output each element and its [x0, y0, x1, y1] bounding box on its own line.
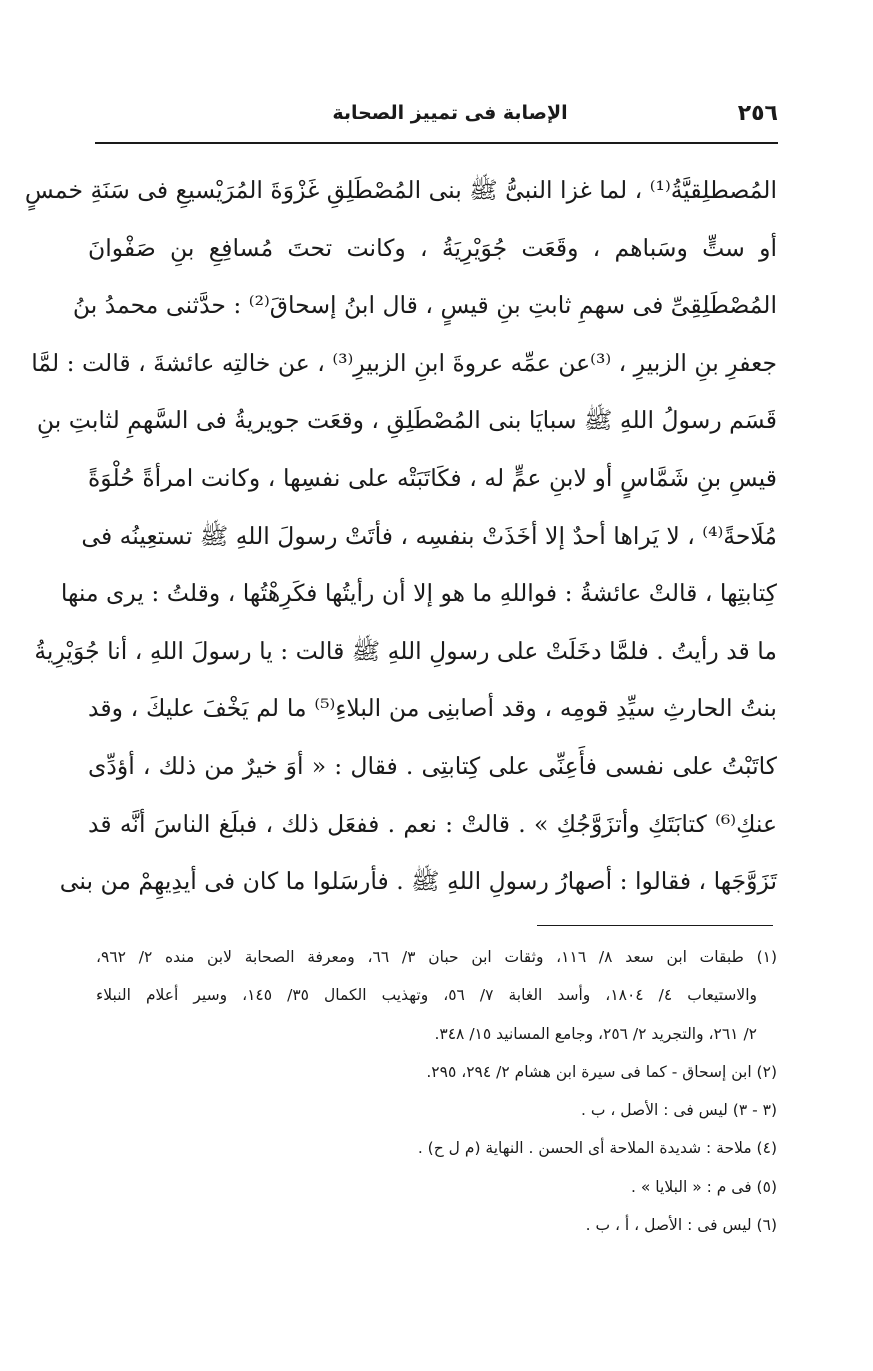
footnote-line: ٢/ ٢٦١، والتجريد ٢/ ٢٥٦، وجامع المسانيد ١٥/ ٣٤٨.	[434, 1024, 757, 1043]
footnotes	[96, 938, 777, 1244]
text-line: قَسَم رسولُ اللهِ ﷺ سبايَا بنى المُصْطَلِقِ ، وقعَت جويريةُ فى السَّهمِ لثابتِ بنِ	[36, 406, 777, 435]
footnote-line: (٣ - ٣) ليس فى : الأصل ، ب .	[581, 1101, 777, 1120]
text-line: كاتَبْتُ على نفسى فأَعِنِّى على كِتابتِى . فقال : « أوَ خيرٌ من ذلك ، أؤدِّى	[88, 751, 777, 780]
main-text	[24, 162, 777, 911]
footnote-line: (٦) ليس فى : الأصل ، أ ، ب .	[585, 1216, 777, 1235]
text-line: المُصْطَلِقِىِّ فى سهمِ ثابتِ بنِ قيسٍ ، قال ابنُ إسحاقَ⁽²⁾ : حدَّثنى محمدُ بنُ	[72, 291, 777, 320]
footnote-line: والاستيعاب ٤/ ١٨٠٤، وأسد الغابة ٧/ ٥٦، وتهذيب الكمال ٣٥/ ١٤٥، وسير أعلام النبلاء	[96, 986, 757, 1005]
page-number: ٢٥٦	[737, 100, 778, 126]
footnote-line: (٥) فى م : « البلايا » .	[631, 1177, 777, 1196]
book-title: الإصابة فى تمييز الصحابة	[332, 102, 568, 124]
text-line: ما قد رأيتُ . فلمَّا دخَلَتْ على رسولِ اللهِ ﷺ قالت : يا رسولَ اللهِ ، أنا جُوَيْرِيةُ	[34, 636, 777, 665]
footnote-line: (٤) ملاحة : شديدة الملاحة أى الحسن . النهاية (م ل ح) .	[417, 1139, 777, 1158]
text-line: مُلَاحةً⁽⁴⁾ ، لا يَراها أحدٌ إلا أخَذَتْ بنفسِه ، فأتَتْ رسولَ اللهِ ﷺ تستعِينُه فى	[81, 521, 777, 550]
text-line: أو ستٍّ وسَباهم ، وقَعَت جُوَيْرِيَةُ ، وكانت تحتَ مُسافِعِ بنِ صَفْوانَ	[88, 233, 777, 262]
text-line: كِتابتِها ، قالتْ عائشةُ : فواللهِ ما هو إلا أن رأيتُها فكَرِهْتُها ، وقلتُ : يرى منها	[60, 579, 777, 608]
footnote-line: (٢) ابن إسحاق - كما فى سيرة ابن هشام ٢/ ٢٩٤، ٢٩٥.	[426, 1062, 777, 1081]
text-line: جعفرِ بنِ الزبيرِ ، ⁽³⁾عن عمِّه عروةَ ابنِ الزبيرِ⁽³⁾ ، عن خالتِه عائشةَ ، قالت : لمَّا	[31, 348, 777, 377]
text-line: المُصطلِقيَّةُ⁽¹⁾ ، لما غزا النبىُّ ﷺ بنى المُصْطَلِقِ غَزْوَةَ المُرَيْسيعِ فى سَنَةِ خمسٍ	[24, 176, 777, 204]
footnote-separator	[537, 925, 773, 926]
header-rule	[95, 142, 778, 144]
text-line: عنكِ⁽⁶⁾ كتابَتَكِ وأتزَوَّجُكِ » . قالتْ : نعم . ففعَل ذلك ، فبلَغ الناسَ أنَّه قد	[88, 809, 777, 838]
text-line: تَزَوَّجَها ، فقالوا : أصهارُ رسولِ اللهِ ﷺ . فأرسَلوا ما كان فى أيدِيهِمْ من بنى	[59, 867, 777, 896]
footnote-line: (١) طبقات ابن سعد ٨/ ١١٦، وثقات ابن حبان ٣/ ٦٦، ومعرفة الصحابة لابن منده ٢/ ٩٦٢،	[96, 948, 778, 966]
text-line: بنتُ الحارثِ سيِّدِ قومِه ، وقد أصابنِى من البلاءِ⁽⁵⁾ ما لم يَخْفَ عليكَ ، وقد	[88, 694, 777, 723]
running-header	[95, 95, 778, 131]
text-line: قيسِ بنِ شَمَّاسٍ أو لابنِ عمٍّ له ، فكَاتَبَتْه على نفسِها ، وكانت امرأةً حُلْوَةً	[88, 463, 777, 492]
